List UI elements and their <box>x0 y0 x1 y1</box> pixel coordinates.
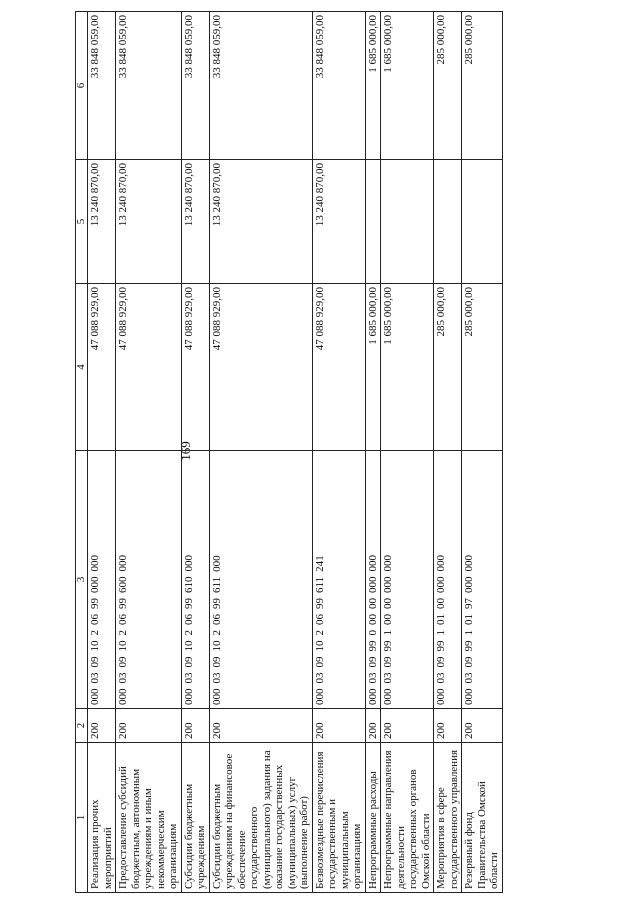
row-budget-code <box>381 451 434 709</box>
code-segment: 000 <box>182 555 195 572</box>
code-segment: 09 <box>117 656 129 668</box>
code-segment: 000 <box>435 688 447 705</box>
code-segment: 000 <box>182 688 195 705</box>
page-number: 169 <box>178 441 193 461</box>
row-amount-v6: 33 848 059,00 <box>209 12 312 160</box>
code-segment: 000 <box>435 576 447 593</box>
table-row <box>312 12 365 893</box>
code-segment: 611 <box>313 576 326 593</box>
code-segment: 000 <box>210 555 223 572</box>
code-segment: 06 <box>89 614 101 625</box>
row-name: Субсидии бюджетным учреждениям <box>181 743 209 893</box>
code-segment: 00 <box>366 614 379 625</box>
code-segment: 01 <box>463 614 475 625</box>
code-segment: 10 <box>182 640 195 652</box>
table-body <box>88 12 503 893</box>
row-name: Реализация прочих мероприятий <box>88 743 116 893</box>
row-grbs-code: 200 <box>434 709 462 743</box>
table-row <box>116 12 182 893</box>
row-amount-v5: 13 240 870,00 <box>181 160 209 284</box>
code-segment: 03 <box>210 672 223 684</box>
code-segment: 09 <box>313 656 326 668</box>
code-segment: 000 <box>366 688 379 705</box>
code-segment: 09 <box>89 656 101 668</box>
code-segment: 09 <box>463 656 475 668</box>
row-amount-v5 <box>434 160 462 284</box>
code-segment: 2 <box>210 630 223 636</box>
table-row <box>181 12 209 893</box>
code-segment: 06 <box>313 614 326 625</box>
code-segment: 09 <box>435 656 447 668</box>
header-col-5: 5 <box>76 160 88 284</box>
row-amount-v6: 1 685 000,00 <box>381 12 434 160</box>
code-segment: 000 <box>382 688 394 705</box>
code-segment: 2 <box>117 630 129 636</box>
code-segment: 1 <box>463 630 475 636</box>
header-col-2: 2 <box>76 709 88 743</box>
code-segment: 000 <box>89 576 101 593</box>
code-segment: 03 <box>382 672 394 684</box>
row-name: Мероприятия в сфере государственного управления <box>434 743 462 893</box>
code-segment: 610 <box>182 576 195 593</box>
code-segment: 00 <box>382 614 394 625</box>
row-amount-v6: 285 000,00 <box>462 12 503 160</box>
code-segment: 10 <box>210 640 223 652</box>
code-segment: 000 <box>382 576 394 593</box>
row-grbs-code: 200 <box>365 709 381 743</box>
code-segment: 000 <box>463 555 475 572</box>
code-segment: 1 <box>382 630 394 636</box>
row-grbs-code: 200 <box>312 709 365 743</box>
code-segment: 06 <box>210 614 223 625</box>
table-row <box>88 12 116 893</box>
row-amount-v6: 285 000,00 <box>434 12 462 160</box>
code-segment: 241 <box>313 555 326 572</box>
table-row <box>365 12 381 893</box>
row-grbs-code: 200 <box>381 709 434 743</box>
row-budget-code <box>434 451 462 709</box>
row-amount-v5 <box>365 160 381 284</box>
code-segment: 000 <box>89 688 101 705</box>
header-row <box>76 12 88 893</box>
header-col-6: 6 <box>76 12 88 160</box>
row-budget-code <box>365 451 381 709</box>
code-segment: 2 <box>89 630 101 636</box>
code-segment: 2 <box>313 630 326 636</box>
code-segment: 99 <box>382 640 394 652</box>
code-segment: 00 <box>366 598 379 609</box>
row-name: Безвозмездные перечисления государственным и муниципальным организациям <box>312 743 365 893</box>
row-amount-v5: 13 240 870,00 <box>88 160 116 284</box>
row-amount-v4: 285 000,00 <box>434 284 462 451</box>
header-col-1: 1 <box>76 743 88 893</box>
code-segment: 2 <box>182 630 195 636</box>
code-segment: 611 <box>210 576 223 593</box>
budget-table <box>75 11 503 893</box>
code-segment: 03 <box>313 672 326 684</box>
row-amount-v5 <box>462 160 503 284</box>
row-name: Непрограммные расходы <box>365 743 381 893</box>
code-segment: 000 <box>210 688 223 705</box>
row-budget-code <box>312 451 365 709</box>
table-row <box>209 12 312 893</box>
row-grbs-code: 200 <box>181 709 209 743</box>
code-segment: 99 <box>210 598 223 609</box>
row-amount-v6: 1 685 000,00 <box>365 12 381 160</box>
row-name: Резервный фонд Правительства Омской области <box>462 743 503 893</box>
code-segment: 000 <box>313 688 326 705</box>
row-amount-v4: 47 088 929,00 <box>116 284 182 451</box>
code-segment: 000 <box>366 555 379 572</box>
row-amount-v6: 33 848 059,00 <box>181 12 209 160</box>
rotated-table-frame <box>75 12 562 893</box>
row-grbs-code: 200 <box>209 709 312 743</box>
code-segment: 03 <box>117 672 129 684</box>
table-row <box>381 12 434 893</box>
row-grbs-code: 200 <box>116 709 182 743</box>
row-budget-code <box>462 451 503 709</box>
row-amount-v6: 33 848 059,00 <box>116 12 182 160</box>
code-segment: 000 <box>463 576 475 593</box>
header-col-3: 3 <box>76 451 88 709</box>
code-segment: 09 <box>182 656 195 668</box>
code-segment: 1 <box>435 630 447 636</box>
code-segment: 99 <box>117 598 129 609</box>
row-amount-v4: 47 088 929,00 <box>181 284 209 451</box>
row-amount-v6: 33 848 059,00 <box>88 12 116 160</box>
code-segment: 000 <box>382 555 394 572</box>
code-segment: 000 <box>89 555 101 572</box>
code-segment: 000 <box>117 688 129 705</box>
row-amount-v5: 13 240 870,00 <box>116 160 182 284</box>
row-amount-v4: 47 088 929,00 <box>209 284 312 451</box>
code-segment: 97 <box>463 598 475 609</box>
row-budget-code <box>209 451 312 709</box>
code-segment: 99 <box>89 598 101 609</box>
row-amount-v4: 1 685 000,00 <box>381 284 434 451</box>
code-segment: 00 <box>382 598 394 609</box>
code-segment: 000 <box>463 688 475 705</box>
table-row <box>462 12 503 893</box>
row-amount-v4: 1 685 000,00 <box>365 284 381 451</box>
row-budget-code <box>88 451 116 709</box>
code-segment: 10 <box>117 640 129 652</box>
row-name: Предоставление субсидий бюджетным, автономным учреждениям и иным некоммерческим организациям <box>116 743 182 893</box>
code-segment: 99 <box>182 598 195 609</box>
code-segment: 600 <box>117 576 129 593</box>
row-budget-code <box>116 451 182 709</box>
header-col-4: 4 <box>76 284 88 451</box>
row-amount-v5 <box>381 160 434 284</box>
row-name: Субсидии бюджетным учреждениям на финансовое обеспечение государственного (муниципального) задания на оказание государственных (муниципальных) услуг (выполнение работ) <box>209 743 312 893</box>
code-segment: 10 <box>313 640 326 652</box>
code-segment: 10 <box>89 640 101 652</box>
row-grbs-code: 200 <box>462 709 503 743</box>
code-segment: 03 <box>366 672 379 684</box>
row-amount-v5: 13 240 870,00 <box>209 160 312 284</box>
code-segment: 09 <box>210 656 223 668</box>
code-segment: 06 <box>117 614 129 625</box>
row-name: Непрограммные направления деятельности государственных органов Омской области <box>381 743 434 893</box>
row-amount-v5: 13 240 870,00 <box>312 160 365 284</box>
code-segment: 03 <box>463 672 475 684</box>
rotated-table-content <box>75 12 562 893</box>
code-segment: 99 <box>463 640 475 652</box>
code-segment: 03 <box>182 672 195 684</box>
row-amount-v4: 285 000,00 <box>462 284 503 451</box>
code-segment: 99 <box>313 598 326 609</box>
code-segment: 99 <box>435 640 447 652</box>
code-segment: 09 <box>366 656 379 668</box>
row-grbs-code: 200 <box>88 709 116 743</box>
row-amount-v6: 33 848 059,00 <box>312 12 365 160</box>
row-amount-v4: 47 088 929,00 <box>88 284 116 451</box>
row-budget-code <box>181 451 209 709</box>
code-segment: 09 <box>382 656 394 668</box>
code-segment: 03 <box>89 672 101 684</box>
code-segment: 01 <box>435 614 447 625</box>
code-segment: 06 <box>182 614 195 625</box>
code-segment: 00 <box>435 598 447 609</box>
code-segment: 99 <box>366 640 379 652</box>
code-segment: 000 <box>366 576 379 593</box>
table-row <box>434 12 462 893</box>
code-segment: 000 <box>435 555 447 572</box>
row-amount-v4: 47 088 929,00 <box>312 284 365 451</box>
code-segment: 03 <box>435 672 447 684</box>
code-segment: 000 <box>117 555 129 572</box>
code-segment: 0 <box>366 630 379 636</box>
